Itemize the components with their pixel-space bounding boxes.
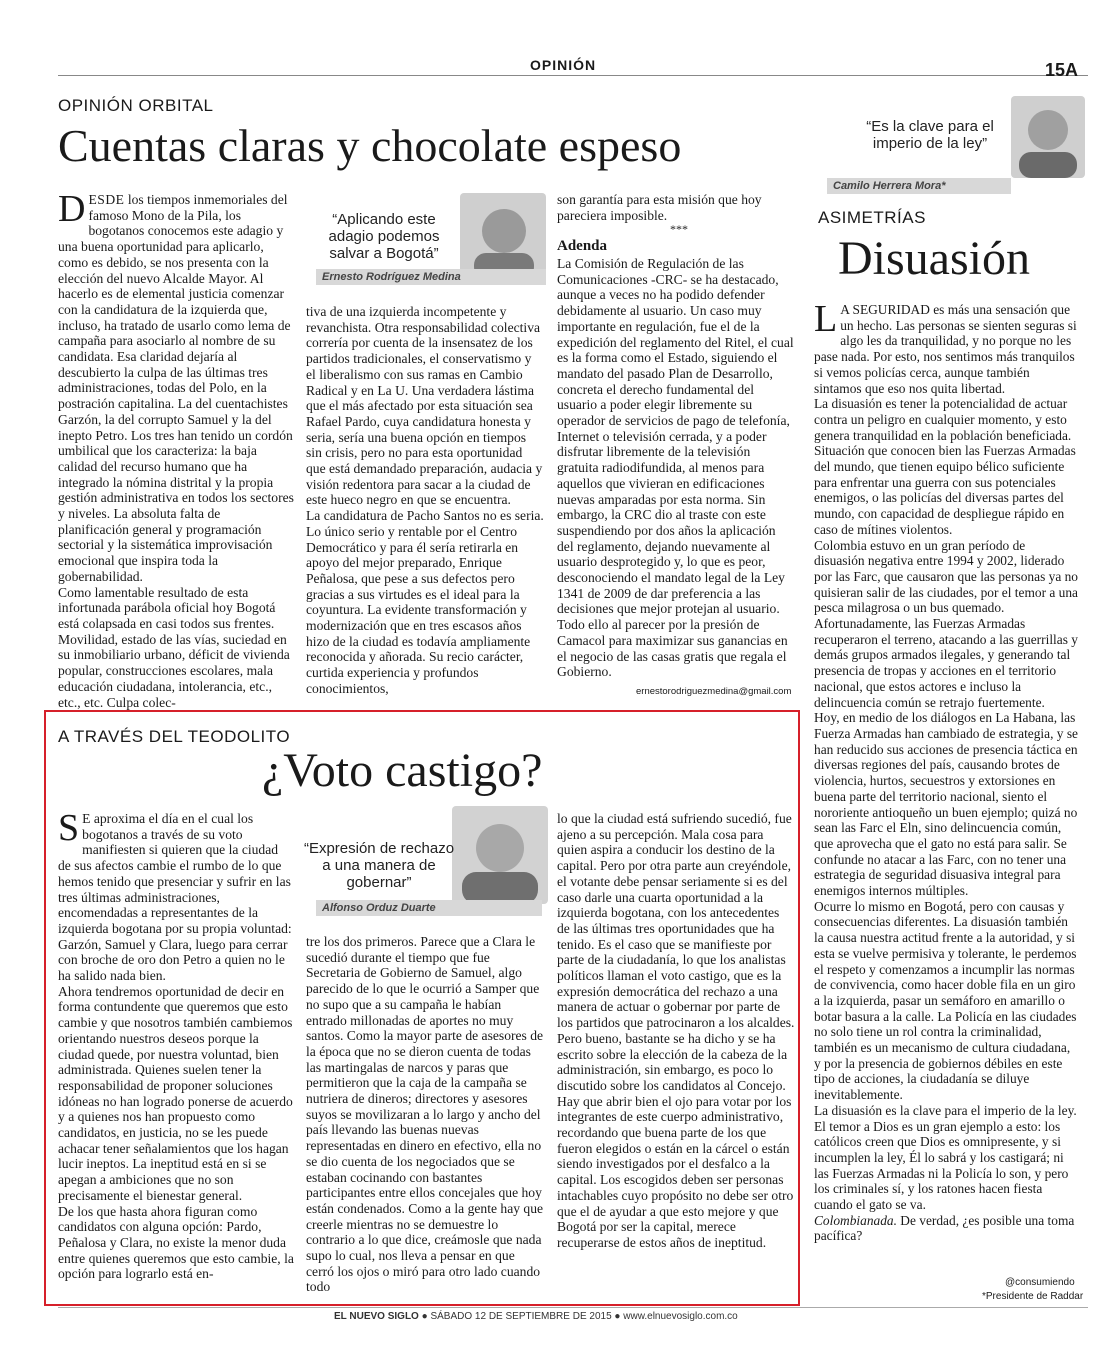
footer-url[interactable]: www.elnuevosiglo.com.co (623, 1311, 738, 1322)
author-name: Ernesto Rodríguez Medina (316, 269, 546, 285)
footer (334, 1311, 738, 1322)
adenda-title: Adenda (557, 238, 608, 254)
author-footnote: *Presidente de Raddar (982, 1291, 1084, 1302)
portrait-icon (460, 193, 546, 279)
article1-title: Cuentas claras y chocolate espeso (58, 120, 682, 171)
body-text: es más una sensación que un hecho. Las personas se sienten seguras si algo les da tranquilidad, y no porque no les pase nada. Por esto, nos sentimos más tranquilos si vemos policías cerca, aunque también sintamos que eso nos quita libertad. La disuasión es tener la potencialidad de actuar contra un peligro en cualquier momento, y esto genera tranquilidad en la población beneficiada. Situación que conocen bien las Fuerzas Armadas del mundo, que tienen equipo bélico suficiente para enfrentar una guerra con sus potenciales enemigos, o las policías del diversas partes del mundo, con capacidad de despliegue rápido en caso de mítines violentos. Colombia estuvo en un gran período de disuasión negativa entre 1994 y 2002, liderado por las Farc, que causaron que las personas ya no quisieran salir de las ciudades, por el temor a una pesca milagrosa o un bus quemado. Afortunadamente, las Fuerzas Armadas recuperaron el terreno, atacando a las guerrillas y demás grupos armados ilegales, y generando tal presencia de tropas y acciones en el territorio nacional, que estos actores e incluso la delincuencia común se retrajo fuertemente. Hoy, en medio de los diálogos en La Habana, las Fuerza Armadas han cambiado de estrategia, y se han reducido sus acciones de presencia táctica en diversas regiones del país, causando brotes de violencia, hurtos, secuestros y extorsiones en buena parte del territorio nacional, siento el nororiente antioqueño un buen ejemplo; quizá no sean las Farc el Eln, sino delincuencia común, que aprovecha que el gato no está para salir. Se confunde no atacar a las Farc, con no tener una estrategia de seguridad disuasiva integral para enemigos internos múltiples. Ocurre lo mismo en Bogotá, pero con causas y consecuencias diferentes. La disuasión también la causa nuestra actitud frente a la autoridad, y si esta se vuelve permisiva y tolerante, le perdemos el respeto y comenzamos a incumplir las normas de convivencia, como hacer doble fila en un giro a la izquierda, pasar un semáforo en amarillo o botar basura a la calle. La Policía en las ciudades no solo tiene un rol contra la criminalidad, también es un mecanismo de cultura ciudadana, y por la presencia de gobiernos débiles en este tipo de acciones, la ciudadanía se diluye inevitablemente. La disuasión es la clave para el imperio de la ley. El temor a Dios es un gran ejemplo a esto: los católicos creen que Dios es omnipresente, y si incumplen la ley, Él lo sabrá y los castigará; ni las Fuerzas Armadas ni la Policía lo son, y pero los criminales sí, y los ratones hacen fiesta cuando el gato se va. (814, 302, 1079, 1213)
article2-col2: tre los dos primeros. Parece que a Clara le sucedió durante el tiempo que fue Secretaria de Gobierno de Samuel, algo parecido de lo que le ocurrió a Samper que no supo que a su campaña le habían entrado millonadas de aportes no muy santos. Como la mayor parte de asesores de la época que no se dieron cuenta de todas las martingalas de narcos y paras que permitieron que la caja de la campaña se nutriera de dineros; directores y asesores suyos se movilizaran a lo largo y ancho del país llevando las buenas nuevas representadas en dinero en efectivo, ella no se dio cuenta de los negociados que se estaban cocinando con bastantes participantes entre ellos concejales que hoy están condenados. Como a la gente hay que creerle mientras no se demuestre lo contrario a lo que dice, creámosle que nada supo lo cual, nos lleva a pensar en que cerró los ojos o miró para otro lado cuando todo (306, 934, 544, 1295)
footer-paper: EL NUEVO SIGLO (334, 1311, 419, 1322)
pullquote-text: “Expresión de rechazo a una manera de gobernar” (303, 840, 455, 891)
article1-col1 (58, 188, 294, 710)
footer-bullet-icon: ● (614, 1311, 624, 1322)
article2-pullquote (302, 806, 548, 918)
portrait-icon (1011, 96, 1085, 178)
author-photo (452, 806, 548, 904)
article1-col3-top: son garantía para esta misión que hoy pareciera imposible. (557, 192, 762, 223)
article2-col3: lo que la ciudad está sufriendo sucedió, fue ajeno a su percepción. Mala cosa para quien aspira a conducir los destino de la capital. Pero por otra parte aun creyéndole, el votante debe pensar seriamente si es del caso darle una cuarta oportunidad a la izquierda bogotana, con los antecedentes de las últimas tres oportunidades que ha tenido. Es el caso que se manifieste por parte de la ciudadanía, lo que los analistas políticos llaman el voto castigo, que es la expresión democrática del rechazo a una manera de actuar o gobernar por parte de los partidos que patrocinaron a los alcaldes. Pero bueno, bastante se ha dicho y se ha escrito sobre la elección de la cabeza de la administración, sin embargo, es poco lo discutido sobre los candidatos al Concejo. Hay que abrir bien el ojo para votar por los integrantes de este cuerpo administrativo, recordando que buena parte de los que fueron elegidos o están en la cárcel o están siendo investigados por el desfalco a la capital. Los escogidos deben ser personas intachables cuyo propósito no debe ser otro que el de ayudar a que esto mejore y que Bogotá por ser la capital, merece recuperarse de estos años de ineptitud. (557, 811, 795, 1250)
footer-date: SÁBADO 12 DE SEPTIEMBRE DE 2015 (430, 1311, 612, 1322)
lead-in: ESDE (88, 192, 125, 207)
lead-in: E (82, 811, 91, 826)
author-name: Alfonso Orduz Duarte (316, 900, 542, 916)
closing-emphasis: Colombianada. (814, 1212, 897, 1228)
article3-body (814, 298, 1079, 1272)
separator-stars: *** (670, 222, 688, 236)
article2-kicker: A TRAVÉS DEL TEODOLITO (58, 727, 291, 746)
page-number: 15A (1045, 60, 1079, 80)
author-email[interactable]: ernestorodriguezmedina@gmail.com (636, 686, 792, 697)
pullquote-text: “Aplicando este adagio podemos salvar a Bogotá” (328, 211, 440, 262)
closing-text: De verdad, ¿es posible una toma pacífica? (814, 1212, 1075, 1244)
dropcap: S (58, 807, 80, 849)
header-rule (58, 75, 1088, 76)
article2-col1 (58, 807, 294, 1301)
body-text: los tiempos inmemoriales del famoso Mono de la Pila, los bogotanos conocemos este adagio y una buena oportunidad para aplicarlo, como es debido, se nos presenta con la elección del nuevo Alcalde Mayor. Al hacerlo es de elemental justicia comenzar con la candidatura de la izquierda que, incluso, ha tratado de usarlo como lema de campaña para asociarlo al nombre de su candidata. Esa claridad dejaría al descubierto la culpa de las últimas tres administraciones, todas del Polo, en la postración capitalina. La del cuentachistes Garzón, la del corrupto Samuel y la del inepto Petro. Los tres han tenido un cordón umbilical que los caracteriza: la baja calidad del recurso humano que ha integrado la nómina distrital y la propia gestión administrativa en todos los sectores y niveles. La absoluta falta de planificación general y programación sectorial y la sistemática improvisación emocional que inspira toda la gobernabilidad. Como lamentable resultado de esta infortunada parábola oficial hoy Bogotá está colapsada en casi todos sus frentes. Movilidad, estado de las vías, suciedad en su inmobiliario urbano, déficit de vivienda popular, construcciones escolares, mala educación ciudadana, intolerancia, etc., etc., etc. Culpa colec- (58, 192, 294, 710)
section-label: OPINIÓN (530, 57, 597, 73)
author-handle[interactable]: @consumiendo (1005, 1277, 1075, 1288)
article1-kicker: OPINIÓN ORBITAL (58, 96, 214, 115)
article3-title: Disuasión (838, 232, 1030, 285)
portrait-icon (452, 806, 548, 904)
dropcap: L (814, 298, 838, 340)
article3-kicker: ASIMETRÍAS (818, 208, 926, 227)
article3-pullquote (815, 96, 1085, 194)
lead-in: A SEGURIDAD (840, 302, 930, 317)
body-text: aproxima el día en el cual los bogotanos a través de su voto manifiesten si quieren que la ciudad de sus afectos cambie el rumbo de lo que hemos tenido que presenciar y sufrir en las tres últimas administraciones, encomendadas a representantes de la izquierda bogotana por su propia voluntad: Garzón, Samuel y Clara, luego para cerrar con broche de oro don Petro a quien no le ha salido nada bien. Ahora tendremos oportunidad de decir en forma contundente que queremos que esto cambie y que nosotros también cambiemos orientando nuestros deseos porque la ciudad quede, por nuestra voluntad, bien administrada. Quienes suelen tener la responsabilidad de proponer soluciones idóneas no han logrado ponerse de acuerdo y a quienes nos han propuesto como candidatos, en justicia, no se les puede achacar tener señalamientos que los hagan lucir ineptos. La ineptitud está en si se apegan a ambiciones que no son precisamente el bienestar general. De los que hasta ahora figuran como candidatos con alguna opción: Pardo, Peñalosa y Clara, no existe la menor duda entre quienes queremos que esto cambie, la opción para lograrlo está en- (58, 811, 294, 1282)
article1-col3: La Comisión de Regulación de las Comunicaciones -CRC- se ha destacado, aunque a veces no ha podido defender debidamente al usuario. Un caso muy importante en regulación, fue el de la expedición del reglamento del Ritel, el cual es la forma como el Estado, siguiendo el mandato del pasado Plan de Desarrollo, concreta el derecho fundamental del usuario a poder elegir libremente su operador de servicios de pago de telefonía, Internet o televisión cerrada, y a poder disfrutar libremente de la televisión gratuita radiodifundida, al menos para aquellos que vivieran en edificaciones nuevas amparadas por esta norma. Sin embargo, la CRC dio al traste con este suspendiendo por dos años la aplicación del reglamento, dejando nuevamente al usuario desprotegido y, lo que es peor, desconociendo el mandato legal de la Ley 1341 de 2009 de dar preferencia a las decisiones que mejor protejan al usuario. Todo ello al parecer por la presión de Camacol para maximizar sus ganancias en el negocio de las casas gratis que regala el Gobierno. (557, 256, 794, 680)
pullquote-text: “Es la clave para el imperio de la ley” (866, 118, 994, 152)
footer-rule (58, 1307, 1088, 1308)
footer-bullet-icon: ● (421, 1311, 431, 1322)
closing-line (814, 1213, 1074, 1244)
author-photo (1011, 96, 1085, 178)
article1-col2: tiva de una izquierda incompetente y revanchista. Otra responsabilidad colectiva correría por cuenta de la insensatez de los partidos tradicionales, el conservatismo y el liberalismo con sus ramas en Cambio Radical y en La U. Una verdadera lástima que el más afectado por esta situación sea Rafael Pardo, cuya candidatura honesta y seria, sería una buena opción en tiempos sin crisis, pero no para esta oportunidad que está demandado preparación, audacia y visión redentora para sacar a la ciudad de este hueco negro en que se encuentra. La candidatura de Pacho Santos no es seria. Lo único serio y rentable por el Centro Democrático y para él sería retirarla en apoyo del mejor preparado, Enrique Peñalosa, que pese a sus defectos pero gracias a sus virtudes es el ideal para la coyuntura. La evidente transformación y modernización que en tres escasos años hizo de la ciudad es todavía ampliamente reconocida y añorada. Su recio carácter, curtida experiencia y profundos conocimientos, (306, 304, 544, 696)
author-name: Camilo Herrera Mora* (827, 178, 1011, 194)
author-photo (460, 193, 546, 279)
article1-pullquote (308, 193, 548, 293)
dropcap: D (58, 188, 86, 230)
article2-title: ¿Voto castigo? (262, 744, 543, 797)
